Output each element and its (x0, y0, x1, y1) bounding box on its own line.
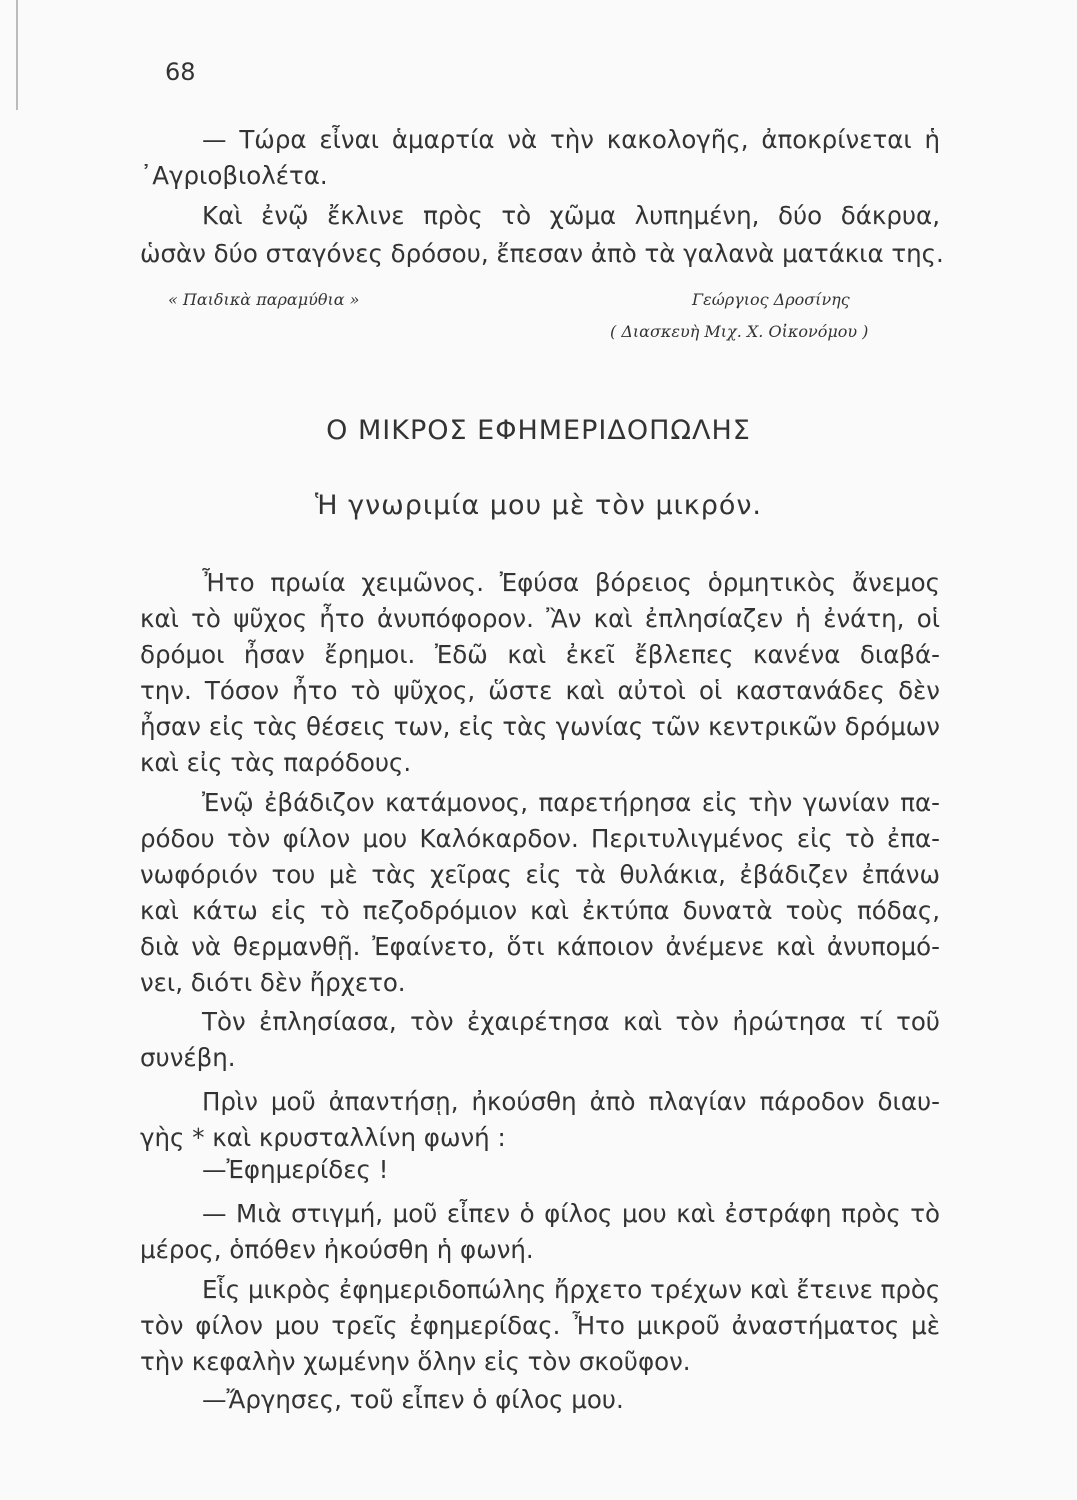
text-line: Ἐνῷ ἐβάδιζον κατάμονος, παρετήρησα εἰς τὴν γωνίαν πα- (202, 788, 940, 817)
text-line: ᾿Αγριοβιολέτα. (140, 161, 328, 190)
text-line: ρόδου τὸν φίλον μου Καλόκαρδον. Περιτυλιγμένος εἰς τὸ ἐπα- (140, 824, 940, 853)
text-line: Ἦτο πρωία χειμῶνος. Ἐφύσα βόρειος ὁρμητικὸς ἄνεμος (202, 568, 940, 597)
chapter-title: Ο ΜΙΚΡΟΣ ΕΦΗΜΕΡΙΔΟΠΩΛΗΣ (326, 415, 751, 446)
text-line: νει, διότι δὲν ἤρχετο. (140, 968, 406, 997)
text-line: καὶ κάτω εἰς τὸ πεζοδρόμιον καὶ ἐκτύπα δυνατὰ τοὺς πόδας, (140, 896, 940, 925)
page-edge-line (16, 0, 18, 110)
text-line: μέρος, ὁπόθεν ἠκούσθη ἡ φωνή. (140, 1235, 534, 1264)
text-line: γὴς * καὶ κρυσταλλίνη φωνή : (140, 1123, 506, 1152)
text-line: —Ἄργησες, τοῦ εἶπεν ὁ φίλος μου. (202, 1385, 624, 1414)
text-line: Πρὶν μοῦ ἀπαντήσῃ, ἠκούσθη ἀπὸ πλαγίαν πάροδον διαυ- (202, 1087, 940, 1116)
text-line: συνέβη. (140, 1043, 236, 1072)
text-line: Εἷς μικρὸς ἐφημεριδοπώλης ἤρχετο τρέχων καὶ ἔτεινε πρὸς (202, 1275, 941, 1304)
text-line: τὴν κεφαλὴν χωμένην ὅλην εἰς τὸν σκοῦφον. (140, 1347, 691, 1376)
text-line: Καὶ ἐνῷ ἔκλινε πρὸς τὸ χῶμα λυπημένη, δύο δάκρυα, (202, 201, 940, 230)
text-line: νωφόριόν του μὲ τὰς χεῖρας εἰς τὰ θυλάκια, ἐβάδιζεν ἐπάνω (140, 860, 940, 889)
text-line: τὸν φίλον μου τρεῖς ἐφημερίδας. Ἦτο μικροῦ ἀναστήματος μὲ (140, 1311, 940, 1340)
text-line: διὰ νὰ θερμανθῇ. Ἐφαίνετο, ὅτι κάποιον ἀνέμενε καὶ ἀνυπομό- (140, 932, 940, 961)
chapter-subtitle: Ἡ γνωριμία μου μὲ τὸν μικρόν. (314, 490, 763, 521)
text-line: καὶ τὸ ψῦχος ἦτο ἀνυπόφορον. Ἂν καὶ ἐπλησίαζεν ἡ ἐνάτη, οἱ (140, 604, 940, 633)
page-number: 68 (165, 58, 196, 86)
text-line: —Ἐφημερίδες ! (202, 1155, 389, 1184)
text-line: ἦσαν εἰς τὰς θέσεις των, εἰς τὰς γωνίας τῶν κεντρικῶν δρόμων (140, 712, 940, 741)
text-line: την. Τόσον ἦτο τὸ ψῦχος, ὥστε καὶ αὐτοὶ οἱ καστανάδες δὲν (140, 676, 940, 705)
text-line: Τὸν ἐπλησίασα, τὸν ἐχαιρέτησα καὶ τὸν ἠρώτησα τί τοῦ (202, 1007, 940, 1036)
credit-adaptation: ( Διασκευὴ Μιχ. Χ. Οἰκονόμου ) (610, 322, 869, 341)
text-line: δρόμοι ἦσαν ἔρημοι. Ἐδῶ καὶ ἐκεῖ ἔβλεπες κανένα διαβά- (140, 640, 940, 669)
text-line: καὶ εἰς τὰς παρόδους. (140, 748, 412, 777)
text-line: — Μιὰ στιγμή, μοῦ εἶπεν ὁ φίλος μου καὶ ἐστράφη πρὸς τὸ (202, 1199, 940, 1228)
text-line: — Τώρα εἶναι ἁμαρτία νὰ τὴν κακολογῆς, ἀποκρίνεται ἡ (202, 125, 940, 154)
credit-author: Γεώργιος Δροσίνης (692, 290, 850, 309)
credit-source: « Παιδικὰ παραμύθια » (168, 290, 360, 309)
text-line: ὡσὰν δύο σταγόνες δρόσου, ἔπεσαν ἀπὸ τὰ γαλανὰ ματάκια της. (140, 239, 944, 268)
